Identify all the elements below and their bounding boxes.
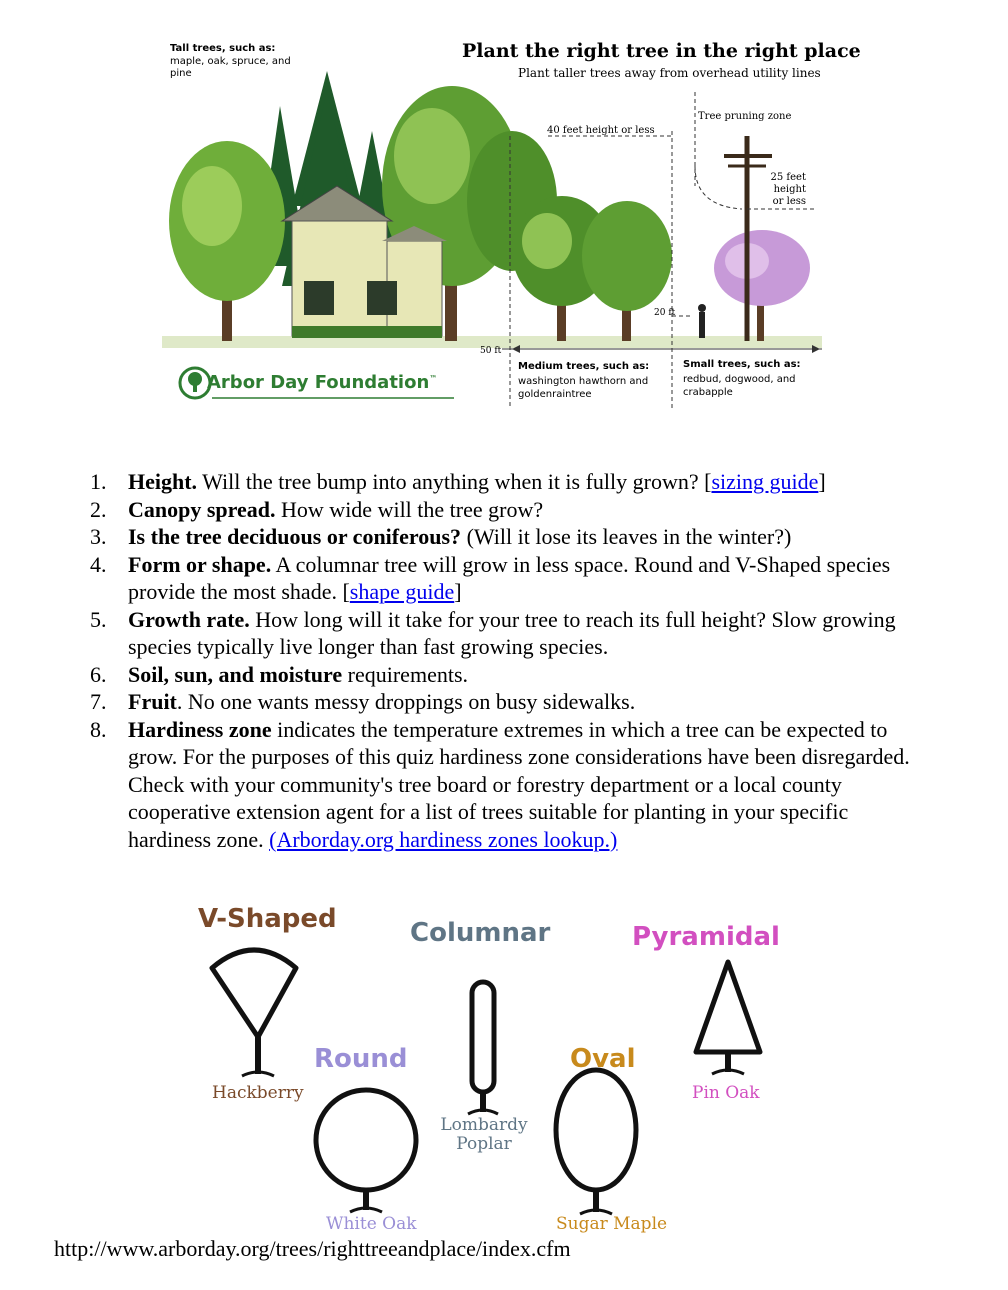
sizing-guide-link[interactable]: sizing guide bbox=[711, 469, 819, 494]
twentyfive-feet-label: 25 feet height or less bbox=[770, 172, 806, 207]
arbor-day-logo bbox=[207, 372, 437, 393]
list-number: 5. bbox=[90, 606, 107, 632]
v-shaped-tree-icon bbox=[212, 950, 296, 1076]
tree-name-line1: Lombardy bbox=[440, 1115, 528, 1135]
arbor-day-logo-icon bbox=[180, 368, 210, 398]
criterion-text: How long will it take for your tree to reach its full height? Slow growing species typically live longer than fast growing species. bbox=[128, 606, 896, 659]
v-shaped-title: V-Shaped bbox=[198, 904, 337, 934]
source-url: http://www.arborday.org/trees/righttreeandplace/index.cfm bbox=[54, 1236, 571, 1261]
list-number: 7. bbox=[90, 689, 107, 714]
columnar-tree-icon bbox=[468, 982, 498, 1114]
criterion-title: Soil, sun, and moisture bbox=[128, 661, 343, 687]
list-number: 8. bbox=[90, 716, 107, 742]
medium-trees bbox=[512, 196, 672, 341]
list-item bbox=[90, 496, 910, 524]
shape-guide-link[interactable]: shape guide bbox=[349, 579, 455, 604]
criterion-text: Will the tree bump into anything when it is fully grown? [ bbox=[197, 469, 712, 494]
white-oak-label: White Oak bbox=[326, 1214, 417, 1234]
pin-oak-label: Pin Oak bbox=[692, 1083, 760, 1103]
list-item bbox=[90, 688, 910, 716]
criterion-text: . No one wants messy droppings on busy sidewalks. bbox=[176, 689, 636, 714]
tree-shapes-guide bbox=[196, 902, 780, 1238]
fifty-ft-label: 50 ft bbox=[480, 346, 502, 356]
tall-deciduous-tree-left bbox=[169, 141, 285, 341]
bracket: ] bbox=[818, 469, 826, 494]
criterion-text: indicates the temperature extremes in which a tree can be expected to grow. For the purposes of this quiz hardiness zone considerations have been disregarded. Check with your community's tree board or forestry department or a local county cooperative extension agent for a list of trees suitable for planting in your specific hardiness zone. bbox=[128, 716, 910, 852]
criterion-title: Growth rate. bbox=[128, 606, 250, 632]
oval-title: Oval bbox=[570, 1044, 636, 1074]
list-item bbox=[90, 551, 910, 606]
pruning-zone-label: Tree pruning zone bbox=[698, 111, 792, 122]
tree-name-line2: Poplar bbox=[456, 1134, 512, 1154]
oval-tree-icon bbox=[556, 1070, 636, 1214]
list-number: 4. bbox=[90, 551, 107, 577]
medium-trees-heading: Medium trees, such as: bbox=[518, 361, 650, 372]
small-flowering-tree bbox=[714, 230, 810, 341]
columnar-title: Columnar bbox=[410, 918, 551, 948]
list-number: 1. bbox=[90, 469, 107, 494]
hackberry-label: Hackberry bbox=[212, 1083, 304, 1103]
pyramidal-tree-icon bbox=[696, 962, 760, 1074]
tree-shapes-drawing bbox=[196, 902, 780, 1238]
tall-trees-heading: Tall trees, such as: bbox=[170, 43, 276, 54]
landscape-drawing bbox=[162, 36, 824, 414]
list-item bbox=[90, 716, 910, 854]
twenty-ft-label: 20 ft bbox=[654, 308, 676, 318]
criterion-title: Height. bbox=[128, 469, 198, 494]
criterion-title: Canopy spread. bbox=[128, 496, 276, 522]
figure-subtitle: Plant taller trees away from overhead utility lines bbox=[518, 66, 821, 80]
person-silhouette bbox=[698, 304, 706, 338]
right-tree-right-place-illustration bbox=[162, 36, 861, 414]
list-number: 6. bbox=[90, 661, 107, 687]
small-trees-list: redbud, dogwood, and crabapple bbox=[683, 374, 796, 398]
criterion-text: How wide will the tree grow? bbox=[275, 496, 544, 522]
criterion-text: (Will it lose its leaves in the winter?) bbox=[461, 524, 792, 549]
figure-title: Plant the right tree in the right place bbox=[462, 40, 861, 62]
tall-trees-list: maple, oak, spruce, and pine bbox=[170, 56, 291, 79]
criterion-text: A columnar tree will grow in less space. Round and V-Shaped species provide the most shade. [ bbox=[128, 551, 891, 604]
hardiness-zones-link[interactable]: (Arborday.org hardiness zones lookup.) bbox=[269, 826, 618, 852]
forty-feet-label: 40 feet height or less bbox=[547, 125, 655, 136]
medium-trees-list: washington hawthorn and goldenraintree bbox=[518, 376, 649, 400]
criterion-title: Fruit bbox=[128, 689, 177, 714]
criterion-title: Hardiness zone bbox=[128, 716, 272, 742]
tree-selection-criteria-list bbox=[90, 468, 910, 853]
round-tree-icon bbox=[316, 1090, 416, 1212]
sugar-maple-label: Sugar Maple bbox=[556, 1214, 668, 1234]
criterion-text: requirements. bbox=[342, 661, 469, 687]
lombardy-poplar-label bbox=[440, 1116, 528, 1154]
logo-text: Arbor Day Foundation bbox=[207, 372, 430, 393]
logo-tm: ™ bbox=[429, 374, 438, 383]
round-title: Round bbox=[314, 1044, 408, 1074]
criterion-title: Is the tree deciduous or coniferous? bbox=[128, 524, 462, 549]
pyramidal-title: Pyramidal bbox=[632, 922, 780, 952]
list-item bbox=[90, 606, 910, 661]
bracket: ] bbox=[454, 579, 462, 604]
list-item bbox=[90, 468, 910, 496]
criterion-title: Form or shape. bbox=[128, 551, 272, 577]
list-item bbox=[90, 661, 910, 689]
list-number: 2. bbox=[90, 496, 107, 522]
list-item bbox=[90, 523, 910, 551]
small-trees-heading: Small trees, such as: bbox=[683, 359, 801, 370]
list-number: 3. bbox=[90, 524, 107, 549]
